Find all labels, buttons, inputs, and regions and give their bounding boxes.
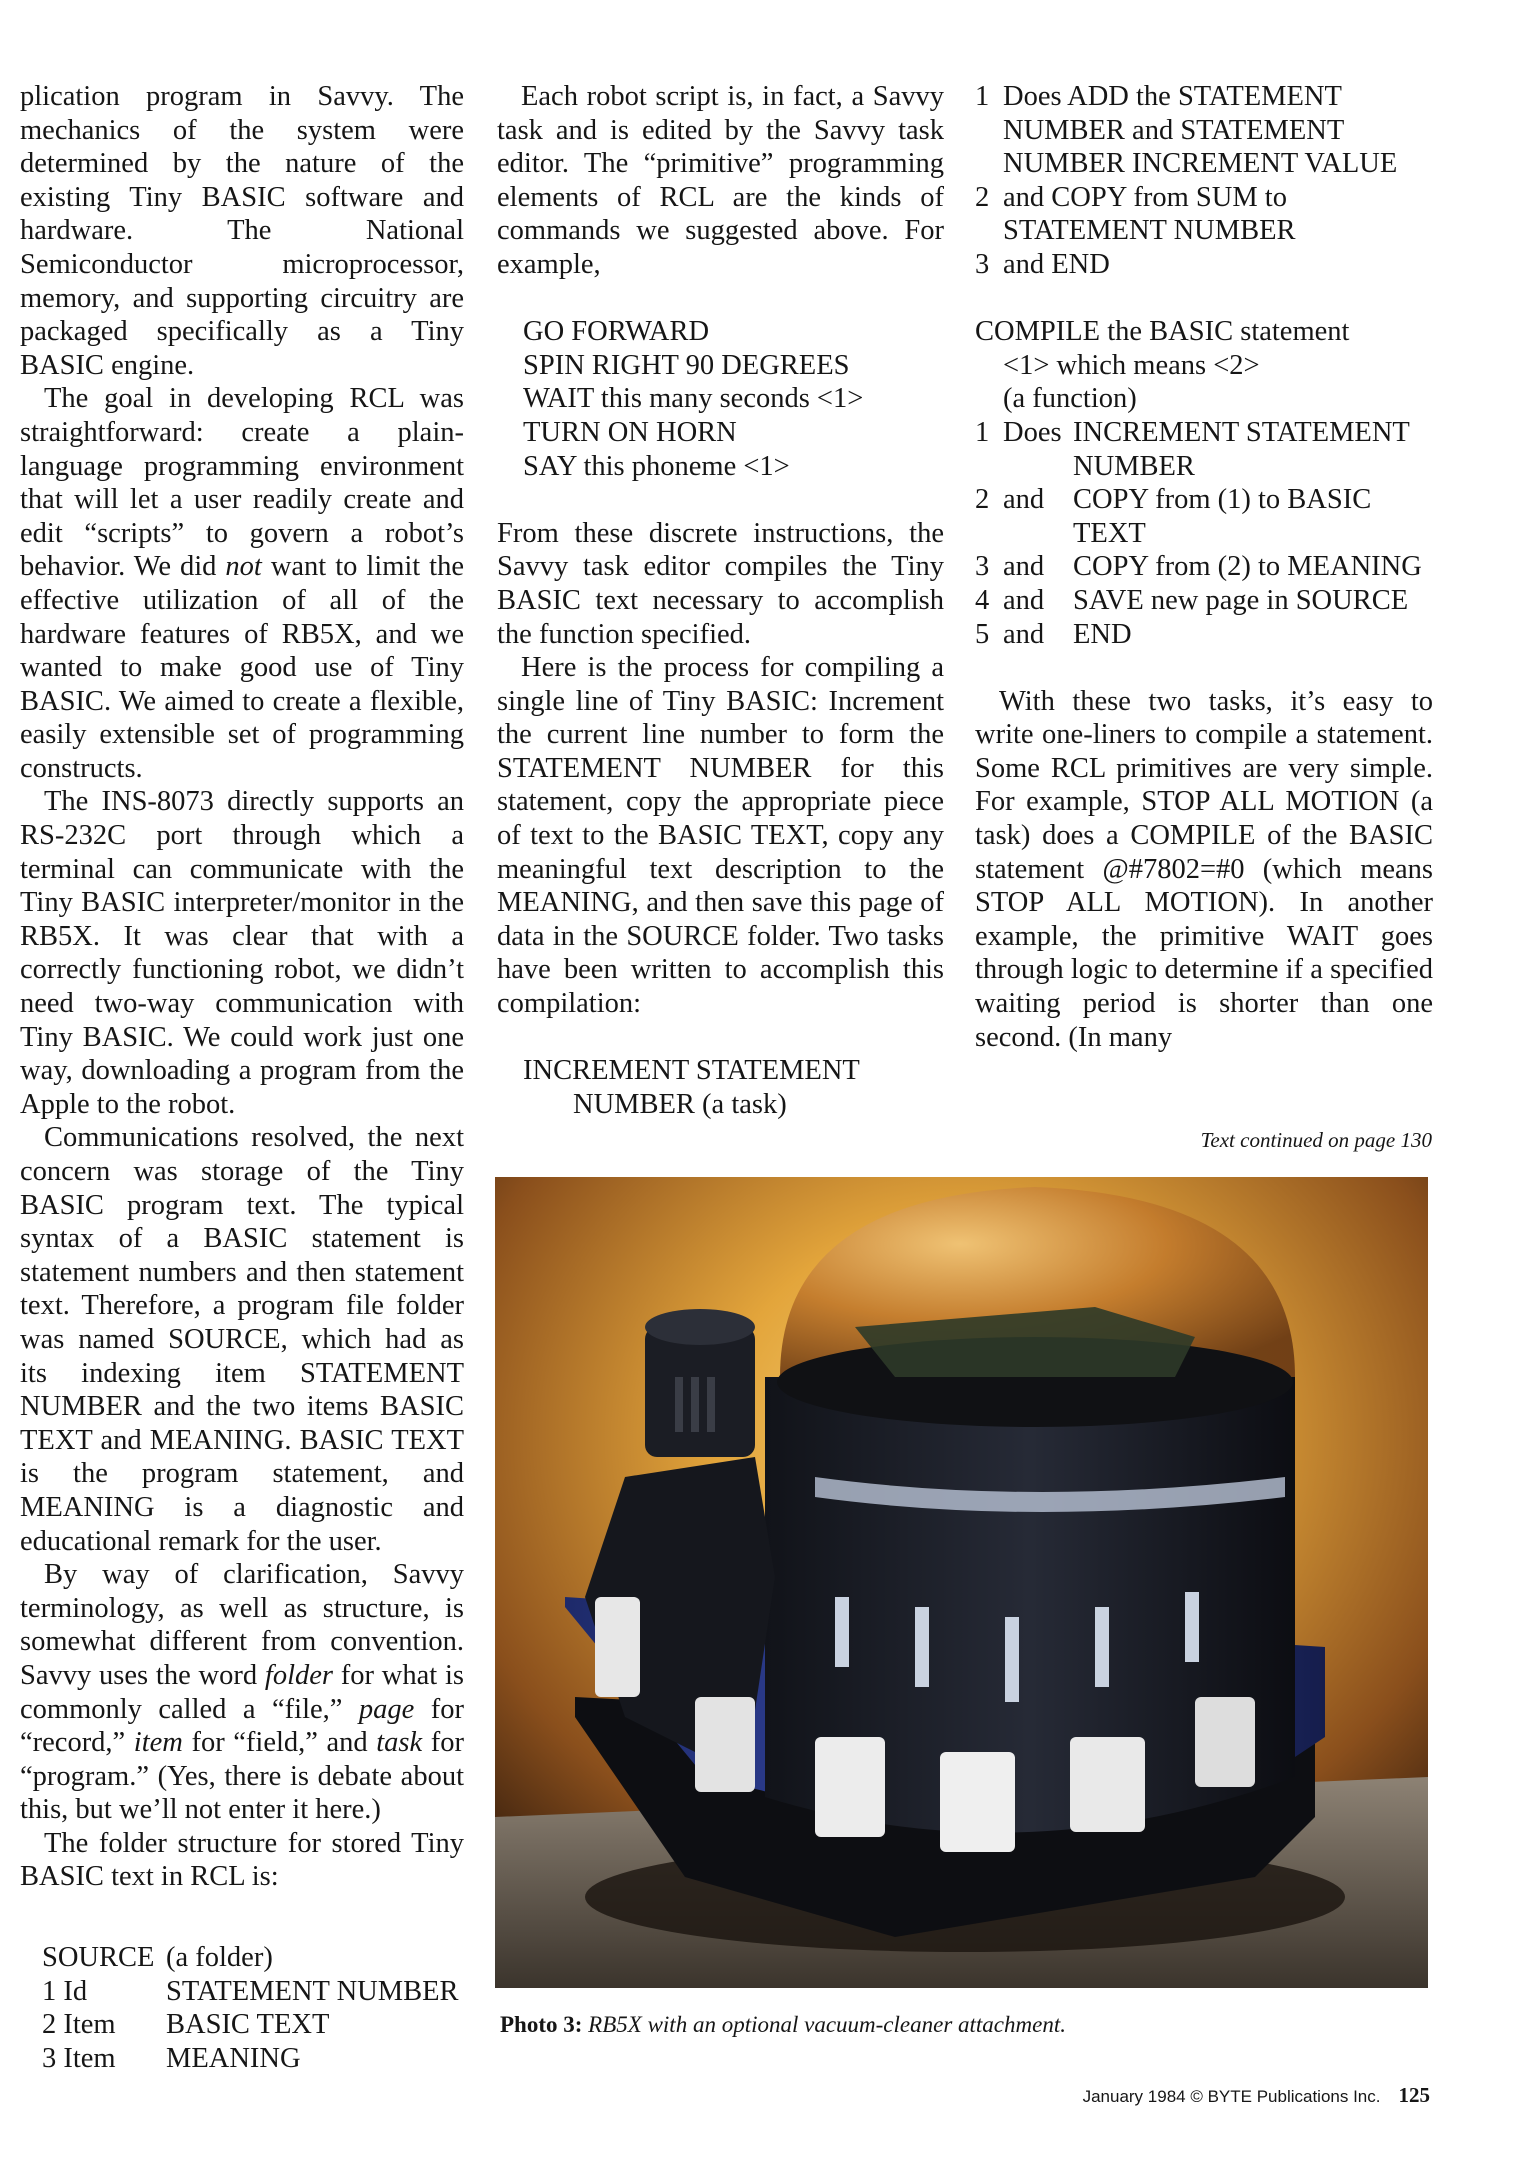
list-item: 2 and COPY from SUM to STATEMENT NUMBER (975, 181, 1296, 247)
robot-photo (495, 1177, 1428, 1988)
column-2 (497, 80, 944, 1121)
list-item: 4 and SAVE new page in SOURCE (975, 584, 1409, 616)
page-footer (1000, 2083, 1430, 2108)
robot-illustration (495, 1177, 1428, 1988)
paragraph: From these discrete instructions, the Savvy task editor compiles the Tiny BASIC text necessary to accomplish the function specified. (497, 517, 944, 650)
paragraph: With these two tasks, it’s easy to write one-liners to compile a statement. Some RCL primitives are very simple. For example, STOP ALL MOTION (a task) does a COMPILE of the BASIC statement @#7802=#0 (which means STOP ALL MOTION). In another example, the primitive WAIT goes through logic to determine if a specified waiting period is shorter than one second. (In many (975, 685, 1433, 1053)
task-heading: INCREMENT STATEMENT NUMBER (a task) (523, 1055, 860, 1120)
paragraph: Communications resolved, the next concern was storage of the Tiny BASIC program text. The typical syntax of a BASIC statement is statement numbers and then statement text. Therefore, a program file folder was named SOURCE, which had as its indexing item STATEMENT NUMBER and the two items BASIC TEXT and MEANING. BASIC TEXT is the program statement, and MEANING is a diagnostic and educational remark for the user. (20, 1122, 464, 1557)
paragraph: The INS-8073 directly supports an RS-232C port through which a terminal can communicate with the Tiny BASIC interpreter/monitor in the RB5X. It was clear that with a correctly functioning robot, we didn’t need two-way communication with Tiny BASIC. We could work just one way, downloading a program from the Apple to the robot. (20, 786, 464, 1120)
list-item: 2 and COPY from (1) to BASIC TEXT (975, 484, 1372, 549)
list-item: TURN ON HORN (523, 416, 737, 448)
step-list (975, 416, 1433, 651)
paragraph: The folder structure for stored Tiny BASIC text in RCL is: (20, 1827, 464, 1893)
column-3 (975, 80, 1433, 1054)
list-item: 1 Does INCREMENT STATEMENT NUMBER (975, 416, 1410, 482)
table-row: 3 Item MEANING (42, 2042, 301, 2074)
list-item: 3 and COPY from (2) to MEANING (975, 551, 1422, 583)
compile-function-heading: COMPILE the BASIC statement <1> which means <2> (a function) (975, 316, 1350, 415)
page-number: 125 (1398, 2083, 1430, 2107)
table-row: 2 Item BASIC TEXT (42, 2009, 330, 2041)
list-item: GO FORWARD (523, 316, 710, 348)
column-1 (20, 80, 464, 2075)
table-row: 1 Id STATEMENT NUMBER (42, 1975, 459, 2007)
paragraph: Each robot script is, in fact, a Savvy task and is edited by the Savvy task editor. The “primitive” programming elements of RCL are the kinds of commands we suggested above. For example, (497, 81, 944, 280)
photo-caption: Photo 3: RB5X with an optional vacuum-cleaner attachment. (500, 2012, 1066, 2037)
folder-structure-table (20, 1941, 464, 2075)
step-list (975, 80, 1433, 282)
command-list (497, 315, 944, 483)
list-item: 5 and END (975, 618, 1132, 650)
paragraph: By way of clarification, Savvy terminology, as well as structure, is somewhat different from convention. Savvy uses the word folder for what is commonly called a “file,” page for “record,” item for “field,” and task for “program.” (Yes, there is debate about this, but we’ll not enter it here.) (20, 1559, 465, 1826)
footer-date: January 1984 © BYTE Publications Inc. (1082, 2087, 1381, 2106)
paragraph: plication program in Savvy. The mechanics of the system were determined by the nature of the existing Tiny BASIC software and hardware. The National Semiconductor microprocessor, memory, and supporting circuitry are packaged specifically as a Tiny BASIC engine. (20, 81, 464, 381)
list-item: 3 and END (975, 248, 1110, 280)
paragraph: The goal in developing RCL was straightforward: create a plain-language programming environment that will let a user readily create and edit “scripts” to govern a robot’s behavior. We did not want to limit the effective utilization of all of the hardware features of RB5X, and we wanted to make good use of Tiny BASIC. We aimed to create a flexible, easily extensible set of programming constructs. (20, 383, 465, 784)
list-item: SPIN RIGHT 90 DEGREES (523, 349, 850, 381)
list-item: WAIT this many seconds <1> (523, 383, 864, 415)
list-item: 1 Does ADD the STATEMENT NUMBER and STATEMENT NUMBER INCREMENT VALUE (975, 81, 1398, 180)
list-item: SAY this phoneme <1> (523, 450, 790, 482)
paragraph: Here is the process for compiling a single line of Tiny BASIC: Increment the current line number to form the STATEMENT NUMBER for this statement, copy the appropriate piece of text to the BASIC TEXT, copy any meaningful text description to the MEANING, and then save this page of data in the SOURCE folder. Two tasks have been written to accomplish this compilation: (497, 652, 944, 1020)
table-row: SOURCE (a folder) (42, 1942, 273, 1974)
continued-note: Text continued on page 130 (1200, 1128, 1432, 1152)
